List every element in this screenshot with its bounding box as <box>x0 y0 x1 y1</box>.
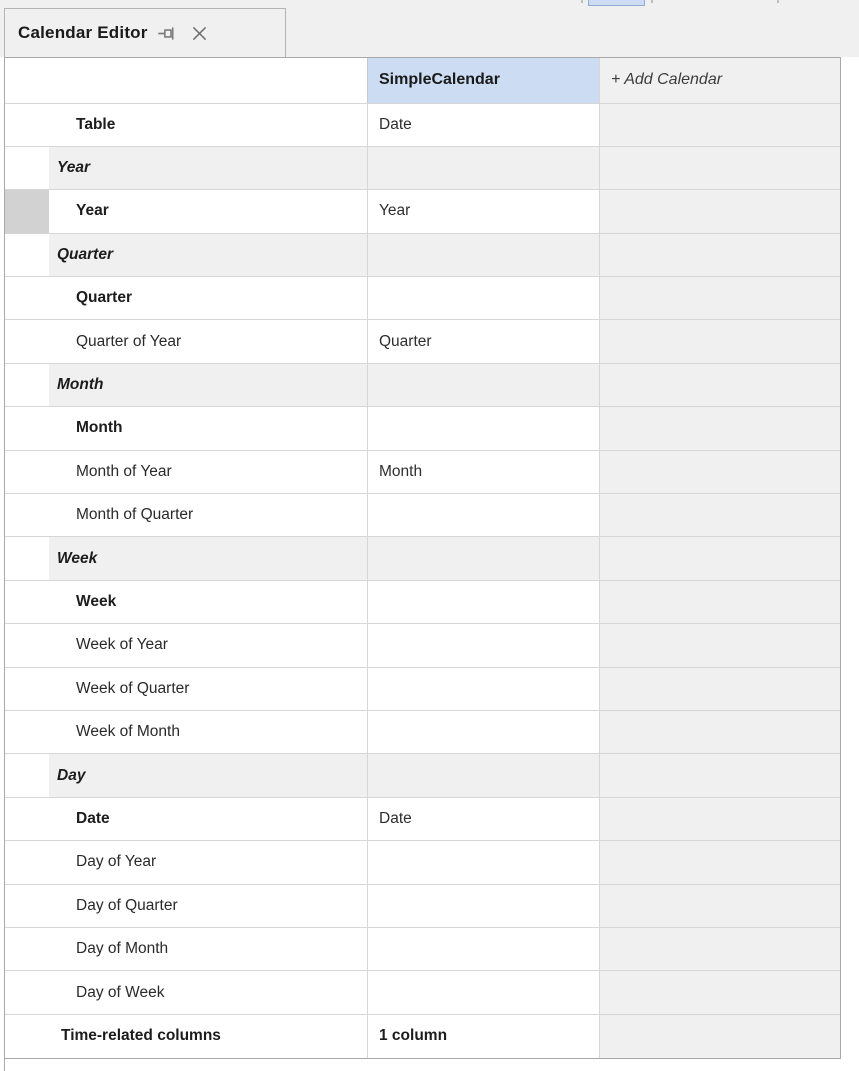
property-row[interactable] <box>5 885 840 928</box>
row-selector-gutter <box>5 190 49 232</box>
row-selector-gutter <box>5 277 49 319</box>
row-label: Day <box>49 754 367 796</box>
property-row[interactable] <box>5 971 840 1014</box>
add-calendar-cell <box>600 928 840 970</box>
toolbar-fragment-tick <box>581 0 583 3</box>
add-calendar-cell <box>600 971 840 1013</box>
add-calendar-cell <box>600 711 840 753</box>
row-label: Year <box>76 202 109 220</box>
row-selector-gutter <box>5 754 49 796</box>
cell-value[interactable]: Year <box>367 190 600 232</box>
add-calendar-cell <box>600 537 840 579</box>
row-label: Week of Year <box>76 636 168 654</box>
row-selector-gutter <box>5 798 49 840</box>
property-row[interactable] <box>5 104 840 147</box>
row-selector-gutter <box>5 971 49 1013</box>
row-selector-gutter <box>5 451 49 493</box>
section-row[interactable] <box>5 754 840 797</box>
cell-value[interactable] <box>367 407 600 449</box>
add-calendar-cell <box>600 407 840 449</box>
pin-icon[interactable] <box>157 22 180 45</box>
cell-value[interactable] <box>367 624 600 666</box>
row-selector-gutter <box>5 668 49 710</box>
row-selector-gutter <box>5 711 49 753</box>
row-label: Year <box>49 147 367 189</box>
tab-title: Calendar Editor <box>18 23 148 42</box>
row-label: Day of Month <box>76 940 169 958</box>
row-label: Week <box>49 537 367 579</box>
row-selector-gutter <box>5 581 49 623</box>
property-row[interactable] <box>5 668 840 711</box>
row-label: Quarter of Year <box>76 332 182 350</box>
cell-value <box>367 147 600 189</box>
property-row[interactable] <box>5 581 840 624</box>
property-row[interactable] <box>5 841 840 884</box>
row-selector-gutter <box>5 885 49 927</box>
cell-value[interactable] <box>367 841 600 883</box>
section-row[interactable] <box>5 147 840 190</box>
row-label: Week of Month <box>76 723 180 741</box>
cell-value[interactable] <box>367 971 600 1013</box>
row-label: Week of Quarter <box>76 679 190 697</box>
add-calendar-button[interactable]: + Add Calendar <box>600 58 840 103</box>
add-calendar-cell <box>600 277 840 319</box>
row-label: Month <box>49 364 367 406</box>
property-row[interactable] <box>5 320 840 363</box>
add-calendar-cell <box>600 190 840 232</box>
row-selector-gutter <box>5 104 49 146</box>
row-label: Day of Quarter <box>76 896 178 914</box>
property-row[interactable] <box>5 407 840 450</box>
toolbar-fragment-tick <box>777 0 779 3</box>
property-row[interactable] <box>5 190 840 233</box>
add-calendar-cell <box>600 147 840 189</box>
cell-value[interactable] <box>367 668 600 710</box>
cell-value[interactable] <box>367 928 600 970</box>
row-label: Table <box>76 115 116 133</box>
cell-value <box>367 234 600 276</box>
cell-value[interactable] <box>367 885 600 927</box>
row-selector-gutter <box>5 494 49 536</box>
property-row[interactable] <box>5 451 840 494</box>
header-simplecalendar-column[interactable]: SimpleCalendar <box>367 58 600 103</box>
close-icon[interactable] <box>189 23 210 44</box>
add-calendar-cell <box>600 581 840 623</box>
grid-header-row <box>5 58 840 104</box>
cell-value[interactable] <box>367 581 600 623</box>
section-row[interactable] <box>5 234 840 277</box>
add-calendar-cell <box>600 364 840 406</box>
cell-value[interactable] <box>367 711 600 753</box>
row-selector-gutter <box>5 147 49 189</box>
grid-body <box>5 104 840 1059</box>
row-label: Month <box>76 419 123 437</box>
row-label: Quarter <box>49 234 367 276</box>
row-selector-gutter <box>5 407 49 449</box>
header-name-column <box>5 58 367 103</box>
cell-value[interactable]: 1 column <box>367 1015 600 1058</box>
cell-value <box>367 537 600 579</box>
property-row[interactable] <box>5 494 840 537</box>
add-calendar-cell <box>600 798 840 840</box>
property-row[interactable] <box>5 798 840 841</box>
row-label: Quarter <box>76 289 132 307</box>
row-label: Time-related columns <box>61 1027 221 1045</box>
add-calendar-cell <box>600 104 840 146</box>
property-row[interactable] <box>5 277 840 320</box>
row-selector-gutter <box>5 537 49 579</box>
add-calendar-cell <box>600 320 840 362</box>
section-row[interactable] <box>5 537 840 580</box>
add-calendar-cell <box>600 451 840 493</box>
calendar-grid <box>4 57 841 1059</box>
row-selector-gutter <box>5 1015 49 1058</box>
row-label: Day of Week <box>76 983 165 1001</box>
cell-value <box>367 364 600 406</box>
cell-value[interactable]: Month <box>367 451 600 493</box>
cell-value[interactable] <box>367 277 600 319</box>
row-selector-gutter <box>5 928 49 970</box>
tab-calendar-editor[interactable] <box>4 8 286 57</box>
add-calendar-cell <box>600 841 840 883</box>
property-row[interactable] <box>5 928 840 971</box>
toolbar-button-fragment <box>588 0 645 6</box>
property-row[interactable] <box>5 624 840 667</box>
footer-row[interactable] <box>5 1015 840 1058</box>
row-label: Week <box>76 592 117 610</box>
property-row[interactable] <box>5 711 840 754</box>
add-calendar-cell <box>600 668 840 710</box>
add-calendar-cell <box>600 624 840 666</box>
add-calendar-cell <box>600 1015 840 1058</box>
row-selector-gutter <box>5 364 49 406</box>
row-label: Month of Year <box>76 462 172 480</box>
row-selector-gutter <box>5 841 49 883</box>
cell-value <box>367 754 600 796</box>
add-calendar-cell <box>600 754 840 796</box>
add-calendar-cell <box>600 885 840 927</box>
row-label: Date <box>76 809 110 827</box>
toolbar-fragment-tick <box>651 0 653 3</box>
cell-value[interactable]: Date <box>367 798 600 840</box>
panel-left-border <box>4 1058 5 1071</box>
row-selector-gutter <box>5 624 49 666</box>
row-label: Month of Quarter <box>76 506 194 524</box>
row-label: Day of Year <box>76 853 157 871</box>
cell-value[interactable]: Quarter <box>367 320 600 362</box>
cell-value[interactable]: Date <box>367 104 600 146</box>
add-calendar-cell <box>600 494 840 536</box>
add-calendar-cell <box>600 234 840 276</box>
row-selector-gutter <box>5 234 49 276</box>
row-selector-gutter <box>5 320 49 362</box>
panel-header-strip <box>0 0 859 57</box>
cell-value[interactable] <box>367 494 600 536</box>
section-row[interactable] <box>5 364 840 407</box>
